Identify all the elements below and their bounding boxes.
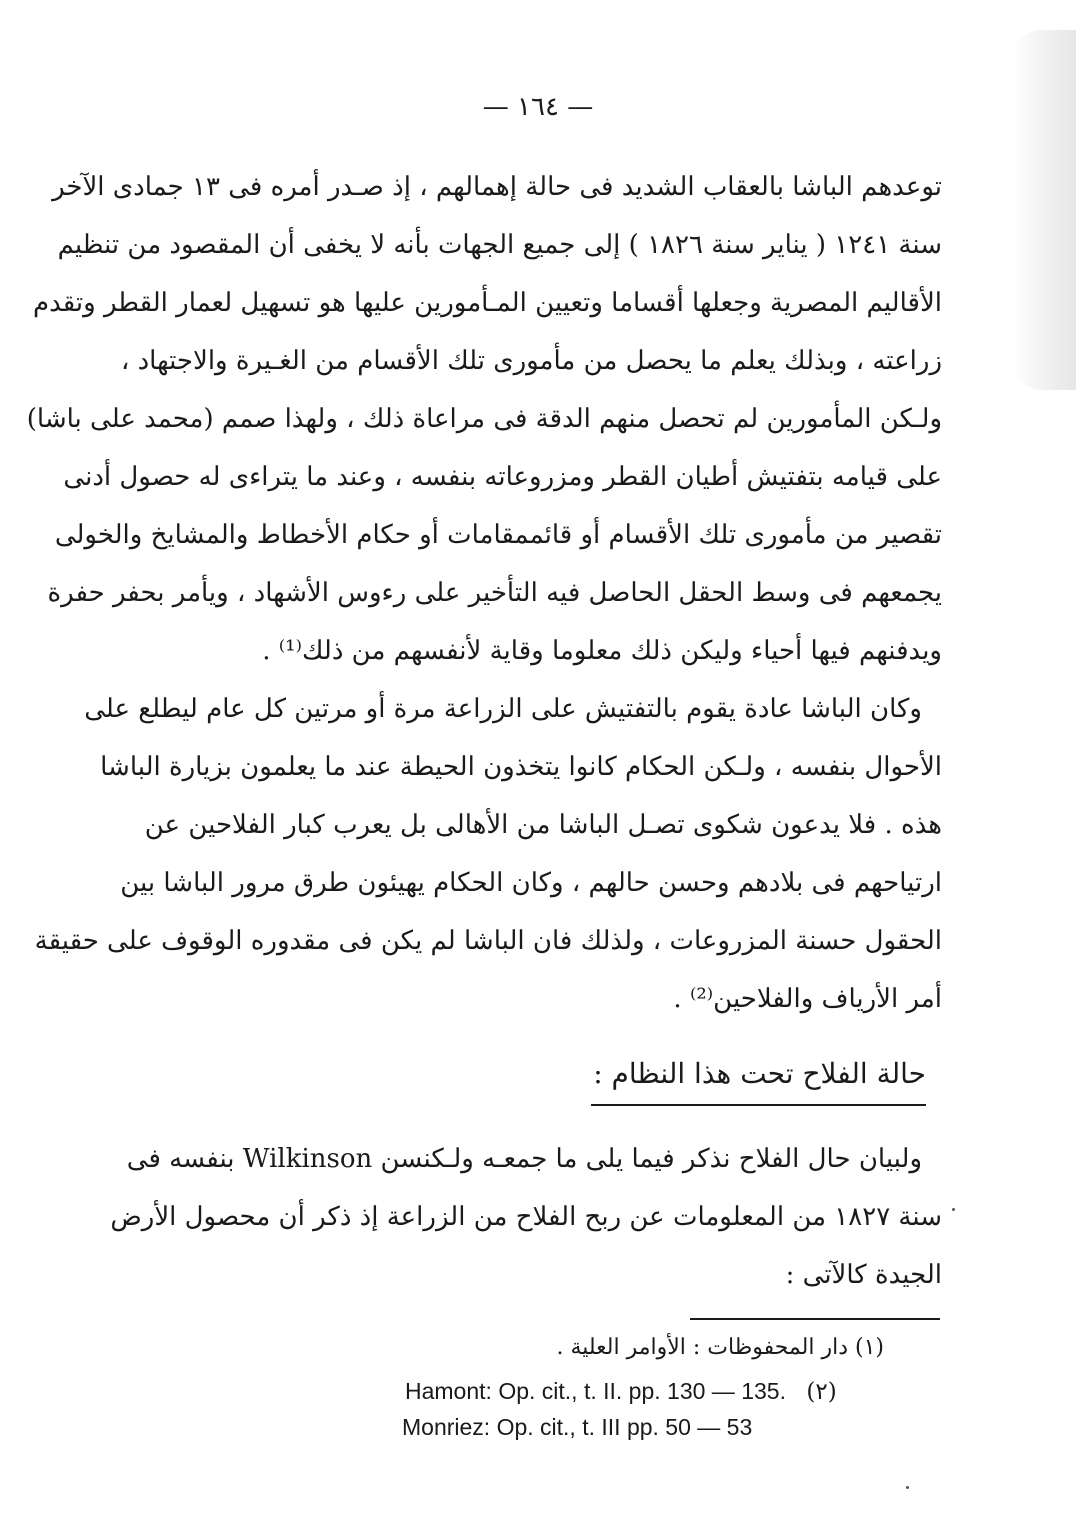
text-line: الجيدة كالآتى : — [785, 1260, 942, 1290]
footnote-2-marker: (٢) — [806, 1379, 837, 1405]
text-line: سنة ١٨٢٧ من المعلومات عن ربح الفلاح من الزراعة إذ ذكر أن محصول الأرض — [110, 1202, 942, 1232]
scan-speck — [906, 1486, 909, 1489]
section-heading-block — [586, 1048, 926, 1106]
text-line: الحقول حسنة المزروعات ، ولذلك فان الباشا لم يكن فى مقدوره الوقوف على حقيقة — [34, 926, 942, 956]
text-line: ولـكن المأمورين لم تحصل منهم الدقة فى مراعاة ذلك ، ولهذا صمم (محمد على باشا) — [26, 404, 942, 434]
footnote-1: (١) دار المحفوظات : الأوامر العلية . — [556, 1335, 884, 1360]
text-line: على قيامه بتفتيش أطيان القطر ومزروعاته بنفسه ، وعند ما يتراءى له حصول أدنى — [63, 462, 942, 492]
footnote-2 — [405, 1374, 837, 1409]
text-line: توعدهم الباشا بالعقاب الشديد فى حالة إهمالهم ، إذ صـدر أمره فى ١٣ جمادى الآخر — [52, 172, 942, 202]
scan-speck — [952, 1208, 955, 1211]
page-edge-shadow — [1012, 30, 1076, 390]
heading-underline — [591, 1104, 926, 1106]
text-line: وكان الباشا عادة يقوم بالتفتيش على الزراعة مرة أو مرتين كل عام ليطلع على — [84, 694, 922, 724]
page-number: — ١٦٤ — — [482, 92, 594, 122]
text-line: زراعته ، وبذلك يعلم ما يحصل من مأمورى تلك الأقسام من الغـيرة والاجتهاد ، — [120, 346, 942, 376]
footnote-separator — [690, 1318, 940, 1320]
text-line: يجمعهم فى وسط الحقل الحاصل فيه التأخير على رءوس الأشهاد ، ويأمر بحفر حفرة — [47, 578, 942, 608]
text-line: أمر الأرياف والفلاحين⁽²⁾ . — [673, 984, 942, 1014]
text-line: ارتياحهم فى بلادهم وحسن حالهم ، وكان الحكام يهيئون طرق مرور الباشا بين — [120, 868, 942, 898]
paragraph-1 — [26, 158, 942, 680]
paragraph-3 — [110, 1130, 942, 1304]
text-line: هذه . فلا يدعون شكوى تصـل الباشا من الأهالى بل يعرب كبار الفلاحين عن — [144, 810, 942, 840]
text-line: الأحوال بنفسه ، ولـكن الحكام كانوا يتخذون الحيطة عند ما يعلمون بزيارة الباشا — [100, 752, 942, 782]
text-line: ويدفنهم فيها أحياء وليكن ذلك معلوما وقاية لأنفسهم من ذلك⁽¹⁾ . — [262, 636, 942, 666]
text-line: سنة ١٢٤١ ( يناير سنة ١٨٢٦ ) إلى جميع الجهات بأنه لا يخفى أن المقصود من تنظيم — [57, 230, 942, 260]
text-line: ولبيان حال الفلاح نذكر فيما يلى ما جمعـه ولـكنسن Wilkinson بنفسه فى — [126, 1144, 922, 1174]
paragraph-2 — [34, 680, 942, 1028]
text-line: تقصير من مأمورى تلك الأقسام أو قائممقامات أو حكام الأخطاط والمشايخ والخولى — [54, 520, 942, 550]
text-line: الأقاليم المصرية وجعلها أقساما وتعيين المـأمورين عليها هو تسهيل لعمار القطر وتقدم — [32, 288, 942, 318]
footnote-3: Monriez: Op. cit., t. III pp. 50 — 53 — [402, 1414, 753, 1440]
section-heading: حالة الفلاح تحت هذا النظام : — [593, 1057, 926, 1090]
footnote-2-text: Hamont: Op. cit., t. II. pp. 130 — 135. — [405, 1378, 786, 1404]
